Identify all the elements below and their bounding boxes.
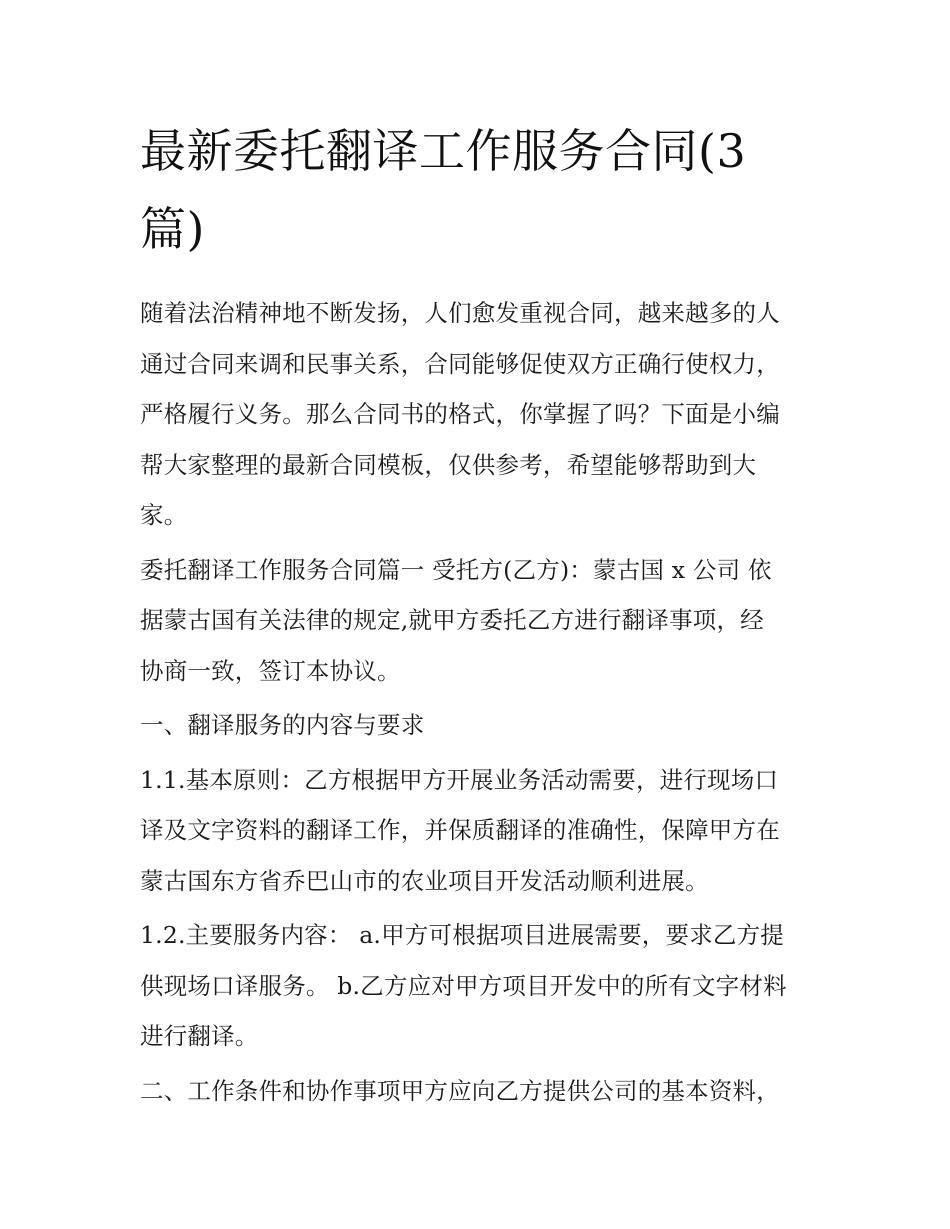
document-body [140,288,816,1116]
clause-1-1 [140,755,816,907]
text-line: 一、翻译服务的内容与要求 [140,711,425,739]
section-heading-2 [140,1066,816,1117]
text-line: 供现场口译服务。 b.乙方应对甲方项目开发中的所有文字材料 [140,971,787,1000]
text-line: 委托翻译工作服务合同篇一 受托方(乙方)：蒙古国 x 公司 依 [140,555,772,584]
text-line: 据蒙古国有关法律的规定,就甲方委托乙方进行翻译事项，经 [140,606,764,634]
text-line: 二、工作条件和协作事项甲方应向乙方提供公司的基本资料， [140,1076,780,1105]
text-line: 译及文字资料的翻译工作，并保质翻译的准确性，保障甲方在 [140,816,780,844]
clause-1-2 [140,910,816,1062]
section-heading-1 [140,700,816,751]
text-line: 蒙古国东方省乔巴山市的农业项目开发活动顺利进展。 [140,866,709,895]
text-line: 1.2.主要服务内容： a.甲方可根据项目进展需要，要求乙方提 [140,921,784,949]
text-line: 进行翻译。 [140,1022,259,1050]
intro-paragraph [140,288,816,541]
document-page [140,112,816,1120]
text-line: 协商一致，签订本协议。 [140,656,401,685]
contract-intro-paragraph [140,545,816,697]
text-line: 随着法治精神地不断发扬，人们愈发重视合同，越来越多的人 [140,299,780,327]
title-line: 篇) [140,202,205,256]
document-title [140,112,816,268]
text-line: 通过合同来调和民事关系，合同能够促使双方正确行使权力， [140,349,780,378]
title-line: 最新委托翻译工作服务合同(3 [140,124,747,178]
text-line: 1.1.基本原则：乙方根据甲方开展业务活动需要，进行现场口 [140,765,779,794]
text-line: 帮大家整理的最新合同模板，仅供参考，希望能够帮助到大 [140,450,757,479]
text-line: 家。 [140,501,188,529]
text-line: 严格履行义务。那么合同书的格式，你掌握了吗？下面是小编 [140,400,780,428]
